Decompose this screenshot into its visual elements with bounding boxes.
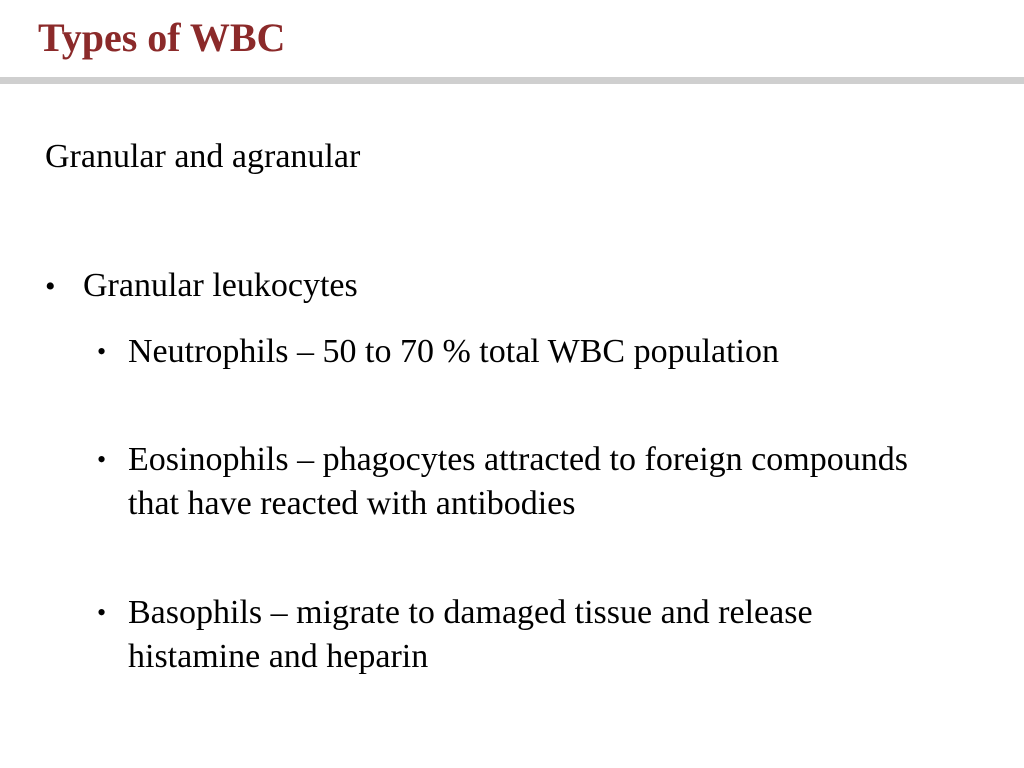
bullet-text: Granular leukocytes bbox=[83, 267, 358, 304]
sub-bullet-text: Eosinophils – phagocytes attracted to foreign compounds that have reacted with antibodies bbox=[128, 441, 908, 522]
sub-bullet-text: Neutrophils – 50 to 70 % total WBC population bbox=[128, 333, 779, 370]
sub-bullet-eosinophils bbox=[97, 438, 917, 526]
sub-bullet-basophils bbox=[97, 591, 917, 679]
intro-text: Granular and agranular bbox=[45, 138, 361, 175]
bullet-granular-leukocytes bbox=[45, 265, 358, 308]
bullet-dot-icon: • bbox=[97, 598, 107, 627]
sub-bullet-text: Basophils – migrate to damaged tissue and release histamine and heparin bbox=[128, 594, 813, 675]
bullet-dot-icon: • bbox=[45, 270, 56, 303]
bullet-dot-icon: • bbox=[97, 445, 107, 474]
title-divider bbox=[0, 77, 1024, 84]
bullet-dot-icon: • bbox=[97, 337, 107, 366]
sub-bullet-neutrophils bbox=[97, 330, 917, 374]
slide-title: Types of WBC bbox=[38, 15, 286, 60]
